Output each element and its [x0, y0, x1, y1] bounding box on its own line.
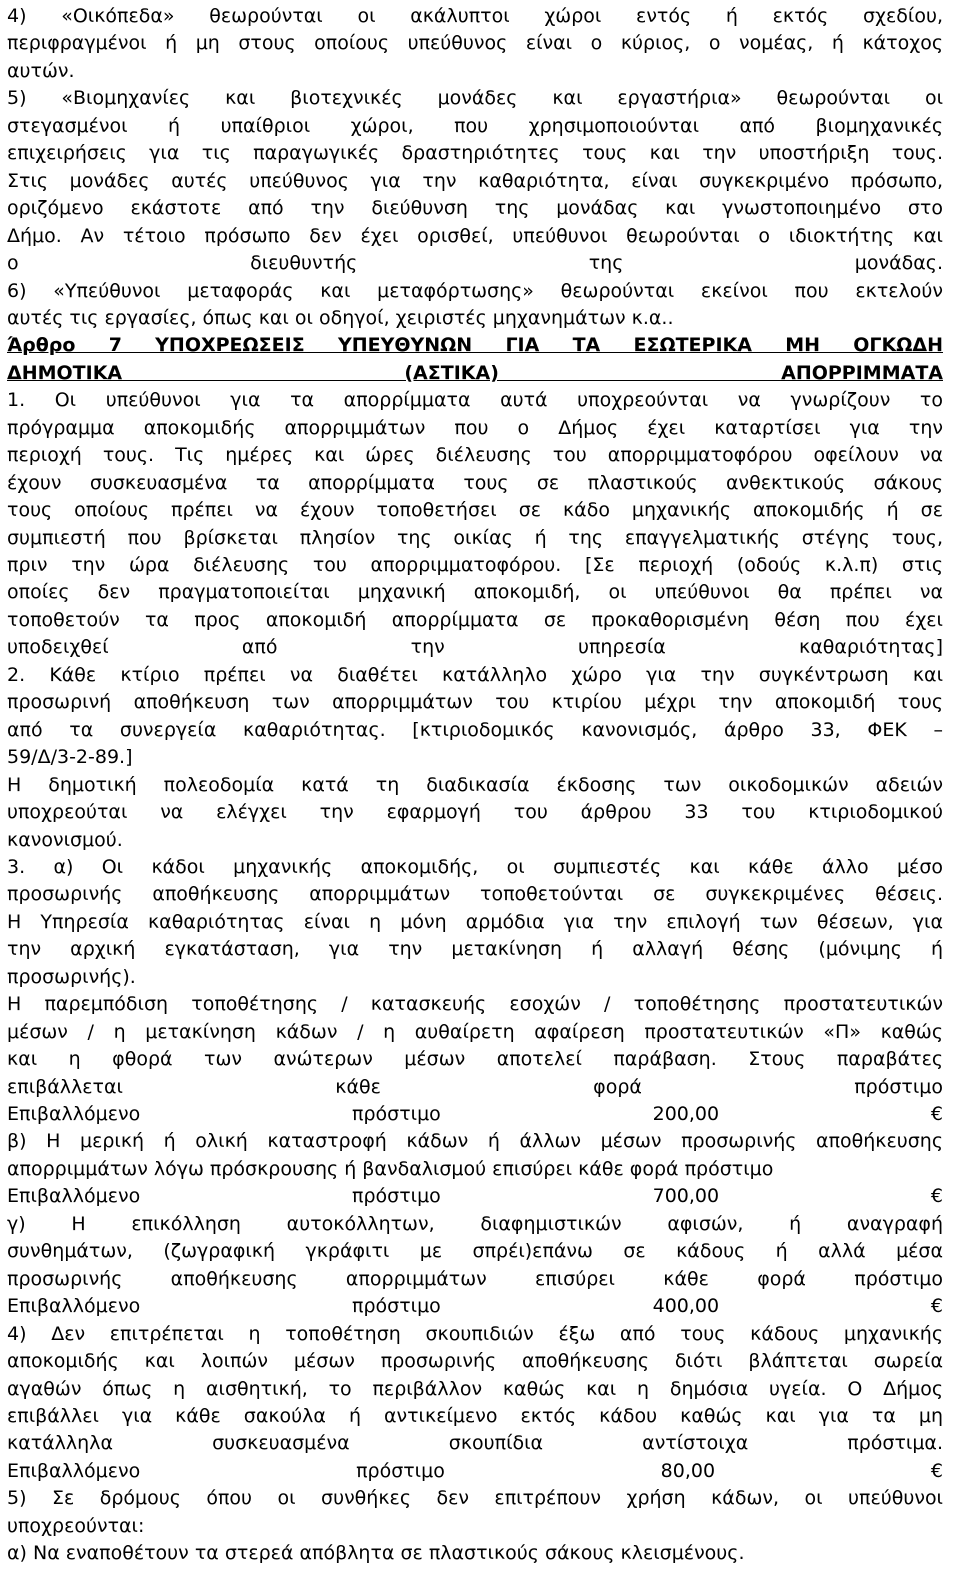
text-line: προσωρινής αποθήκευσης απορριμμάτων επισύρει κάθε φορά πρόστιμο — [7, 1267, 943, 1290]
text-line: μέσων / η μετακίνηση κάδων / η αυθαίρετη αφαίρεση προστατευτικών «Π» καθώς — [7, 1020, 943, 1043]
text-line: έχουν συσκευασμένα τα απορρίμματα τους σε πλαστικούς ανθεκτικούς σάκους — [7, 471, 943, 494]
text-line: αυτών. — [7, 59, 75, 82]
text-line: 4) «Οικόπεδα» θεωρούνται οι ακάλυπτοι χώροι εντός ή εκτός σχεδίου, — [7, 5, 943, 27]
text-line: επιβάλλει για κάθε σακούλα ή αντικείμενο εκτός κάδου καθώς και για τα μη — [7, 1404, 943, 1427]
text-line: περιφραγμένοι ή μη στους οποίους υπεύθυνος είναι ο κύριος, ο νομέας, ή κάτοχος — [7, 32, 943, 55]
text-line: αυτές τις εργασίες, όπως και οι οδηγοί, χειριστές μηχανημάτων κ.α.. — [7, 306, 674, 329]
text-line: 6) «Υπεύθυνοι μεταφοράς και μεταφόρτωσης» θεωρούνται εκείνοι που εκτελούν — [7, 279, 943, 302]
text-line: απορριμμάτων λόγω πρόσκρουσης ή βανδαλισμού επισύρει κάθε φορά πρόστιμο — [7, 1157, 774, 1180]
text-line: Η δημοτική πολεοδομία κατά τη διαδικασία έκδοσης των οικοδομικών αδειών — [7, 773, 943, 796]
text-line: Η παρεμπόδιση τοποθέτησης / κατασκευής εσοχών / τοποθέτησης προστατευτικών — [7, 993, 943, 1016]
text-line: από τα συνεργεία καθαριότητας. [κτιριοδομικός κανονισμός, άρθρο 33, ΦΕΚ – — [7, 718, 943, 741]
text-line: πρόγραμμα αποκομιδής απορριμμάτων που ο Δήμος έχει καταρτίσει για την — [7, 416, 943, 439]
text-line: περιοχή τους. Τις ημέρες και ώρες διέλευσης του απορριμματοφόρου οφείλουν να — [7, 444, 943, 467]
text-line: αποκομιδής και λοιπών μέσων προσωρινής αποθήκευσης διότι βλάπτεται σωρεία — [7, 1350, 943, 1373]
text-line: προσωρινή αποθήκευση των απορριμμάτων του κτιρίου μέχρι την αποκομιδή τους — [7, 691, 943, 714]
text-line: αγαθών όπως η αισθητική, το περιβάλλον καθώς και η δημόσια υγεία. Ο Δήμος — [7, 1377, 943, 1400]
text-line: 4) Δεν επιτρέπεται η τοποθέτηση σκουπιδιών έξω από τους κάδους μηχανικής — [7, 1322, 943, 1345]
article-heading-line: Άρθρο 7 ΥΠΟΧΡΕΩΣΕΙΣ ΥΠΕΥΘΥΝΩΝ ΓΙΑ ΤΑ ΕΣΩΤΕΡΙΚΑ ΜΗ ΟΓΚΩΔΗ — [7, 334, 943, 357]
text-line: 2. Κάθε κτίριο πρέπει να διαθέτει κατάλληλο χώρο για την συγκέντρωση και — [7, 663, 943, 686]
article-heading-line: ΔΗΜΟΤΙΚΑ (ΑΣΤΙΚΑ) ΑΠΟΡΡΙΜΜΑΤΑ — [7, 361, 943, 384]
text-line: 1. Οι υπεύθυνοι για τα απορρίμματα αυτά υποχρεούνται να γνωρίζουν το — [7, 389, 943, 412]
text-line: Στις μονάδες αυτές υπεύθυνος για την καθαριότητα, είναι συγκεκριμένο πρόσωπο, — [7, 169, 943, 192]
text-line: Επιβαλλόμενο πρόστιμο 700,00 € — [7, 1185, 943, 1208]
text-line: οποίες δεν πραγματοποιείται μηχανική αποκομιδή, οι υπεύθυνοι θα πρέπει να — [7, 581, 943, 604]
text-line: πριν την ώρα διέλευσης του απορριμματοφόρου. [Σε περιοχή (οδούς κ.λ.π) στις — [7, 554, 943, 576]
text-line: τοποθετούν τα προς αποκομιδή απορρίμματα σε προκαθορισμένη θέση που έχει — [7, 608, 943, 631]
text-line: 5) «Βιομηχανίες και βιοτεχνικές μονάδες και εργαστήρια» θεωρούνται οι — [7, 87, 943, 110]
text-line: την αρχική εγκατάσταση, για την μετακίνηση ή αλλαγή θέσης (μόνιμης ή — [7, 938, 943, 961]
text-line: προσωρινής). — [7, 965, 136, 988]
text-line: τους οποίους πρέπει να έχουν τοποθετήσει σε κάδο μηχανικής αποκομιδής ή σε — [7, 499, 943, 522]
text-line: 5) Σε δρόμους όπου οι συνθήκες δεν επιτρέπουν χρήση κάδων, οι υπεύθυνοι — [7, 1487, 943, 1510]
text-line: υποχρεούται να ελέγχει την εφαρμογή του άρθρου 33 του κτιριοδομικού — [7, 801, 943, 824]
text-line: επιχειρήσεις για τις παραγωγικές δραστηριότητες τους και την υποστήριξη τους. — [7, 142, 943, 165]
text-line: συμπιεστή που βρίσκεται πλησίον της οικίας ή της επαγγελματικής στέγης τους, — [7, 526, 943, 549]
text-line: κατάλληλα συσκευασμένα σκουπίδια αντίστοιχα πρόστιμα. — [7, 1432, 943, 1455]
text-line: ο διευθυντής της μονάδας. — [7, 252, 943, 275]
text-line: α) Να εναποθέτουν τα στερεά απόβλητα σε πλαστικούς σάκους κλεισμένους. — [7, 1542, 745, 1565]
text-line: β) Η μερική ή ολική καταστροφή κάδων ή άλλων μέσων προσωρινής αποθήκευσης — [7, 1130, 943, 1153]
text-line: υποδειχθεί από την υπηρεσία καθαριότητας] — [7, 636, 943, 659]
text-line: Δήμο. Αν τέτοιο πρόσωπο δεν έχει ορισθεί, υπεύθυνοι θεωρούνται ο ιδιοκτήτης και — [7, 224, 943, 247]
text-line: Επιβαλλόμενο πρόστιμο 80,00 € — [7, 1459, 943, 1482]
text-line: Επιβαλλόμενο πρόστιμο 200,00 € — [7, 1103, 943, 1125]
text-line: συνθημάτων, (ζωγραφική γκράφιτι με σπρέι)επάνω σε κάδους ή αλλά μέσα — [7, 1240, 943, 1263]
text-line: γ) Η επικόλληση αυτοκόλλητων, διαφημιστικών αφισών, ή αναγραφή — [7, 1212, 943, 1235]
text-line: 59/Δ/3-2-89.] — [7, 746, 133, 769]
text-line: στεγασμένοι ή υπαίθριοι χώροι, που χρησιμοποιούνται από βιομηχανικές — [7, 114, 943, 137]
text-line: Επιβαλλόμενο πρόστιμο 400,00 € — [7, 1295, 943, 1318]
text-line: κανονισμού. — [7, 828, 123, 851]
text-line: υποχρεούνται: — [7, 1514, 145, 1537]
text-line: επιβάλλεται κάθε φορά πρόστιμο — [7, 1075, 943, 1098]
text-line: και η φθορά των ανώτερων μέσων αποτελεί παράβαση. Στους παραβάτες — [7, 1048, 943, 1071]
text-line: οριζόμενο εκάστοτε από την διεύθυνση της μονάδας και γνωστοποιημένο στο — [7, 197, 943, 220]
text-line: 3. α) Οι κάδοι μηχανικής αποκομιδής, οι συμπιεστές και κάθε άλλο μέσο — [7, 855, 943, 878]
text-line: Η Υπηρεσία καθαριότητας είναι η μόνη αρμόδια για την επιλογή των θέσεων, για — [7, 910, 943, 933]
text-line: προσωρινής αποθήκευσης απορριμμάτων τοποθετούνται σε συγκεκριμένες θέσεις. — [7, 883, 943, 906]
